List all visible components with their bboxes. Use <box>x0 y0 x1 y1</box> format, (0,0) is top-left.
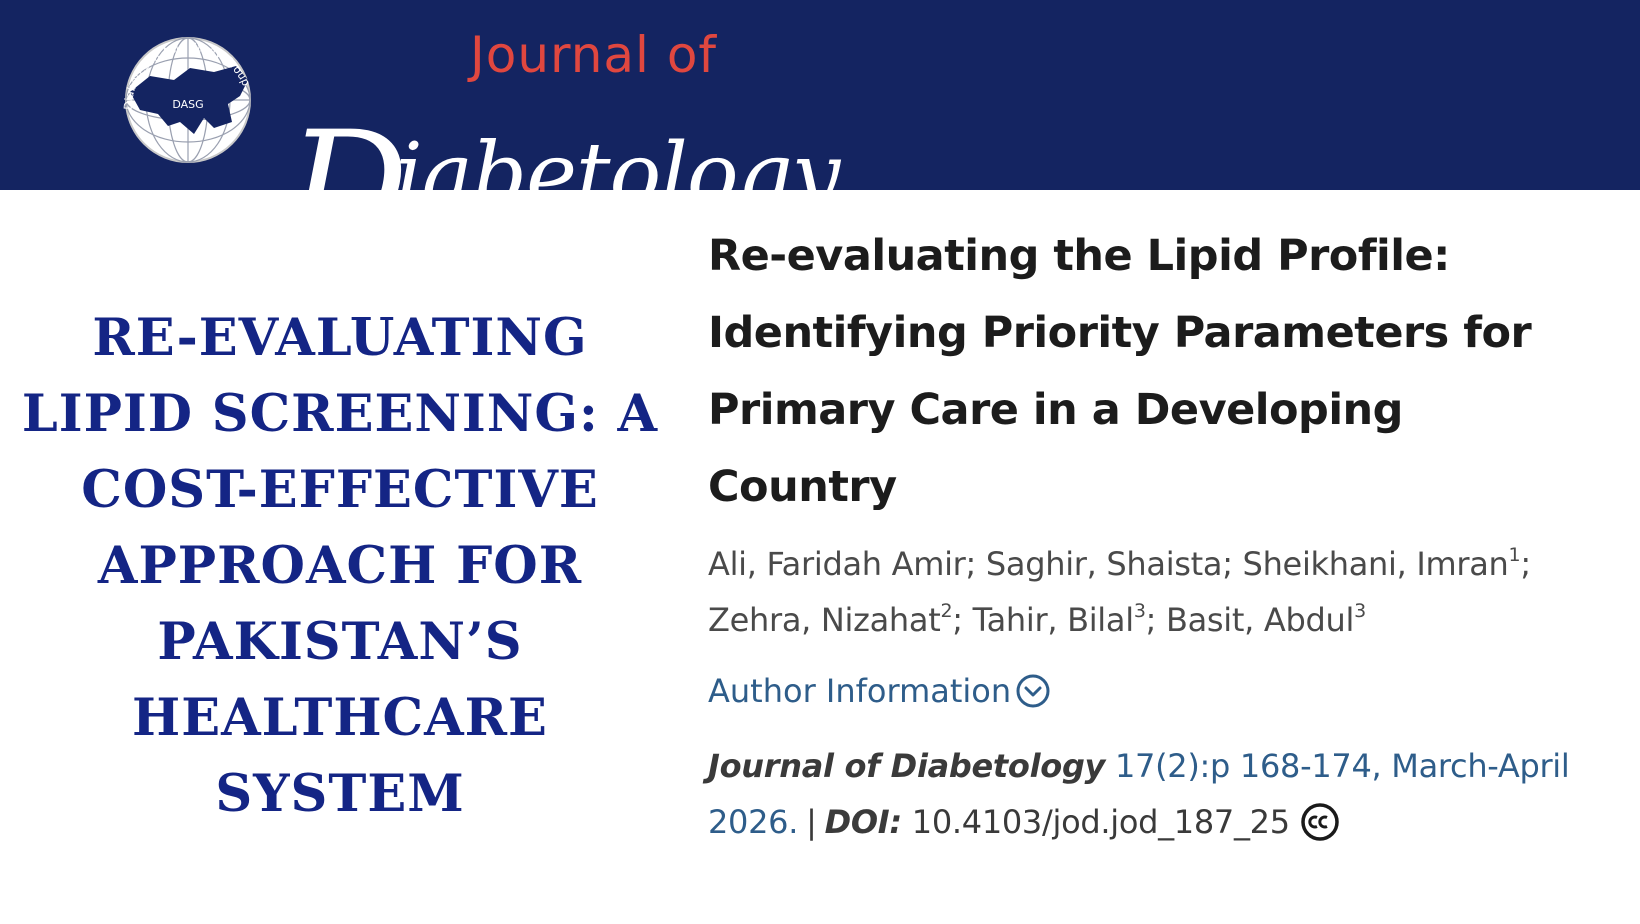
author-separator: ; <box>1520 545 1531 583</box>
citation-separator: | <box>806 803 817 841</box>
authors-line-2 <box>708 592 1608 648</box>
doi-label: DOI: <box>824 803 902 841</box>
headline-line: PAKISTAN’S <box>157 612 523 672</box>
headline-line: HEALTHCARE SYSTEM <box>132 688 548 824</box>
doi-value[interactable]: 10.4103/jod.jod_187_25 <box>901 803 1290 841</box>
author-name: Zehra, Nizahat <box>708 601 941 639</box>
citation-journal: Journal of Diabetology <box>708 747 1106 785</box>
author-name: ; Basit, Abdul <box>1145 601 1355 639</box>
creative-commons-icon <box>1300 802 1340 842</box>
headline-line: APPROACH FOR <box>97 536 583 596</box>
wordmark-rest: iabetology <box>395 125 840 225</box>
citation-volume-pages[interactable]: 17(2):p 168-174, March-April <box>1105 747 1570 785</box>
headline-line: RE-EVALUATING <box>92 308 588 368</box>
headline-line: LIPID SCREENING: A <box>21 384 659 444</box>
affiliation-marker: 1 <box>1508 544 1521 567</box>
author-name: ; Tahir, Bilal <box>952 601 1134 639</box>
citation-block <box>708 738 1608 850</box>
citation-year[interactable]: 2026. <box>708 803 799 841</box>
feature-headline <box>10 300 670 832</box>
wordmark-journal-of: Journal of <box>470 26 718 84</box>
citation-line-2 <box>708 794 1608 850</box>
logo-center-text: DASG <box>172 98 204 111</box>
dasg-globe-logo-icon <box>110 18 266 178</box>
title-line: Country <box>708 462 897 512</box>
headline-line: COST-EFFECTIVE <box>81 460 599 520</box>
wordmark-diabetology <box>288 66 840 274</box>
authors-line-1 <box>708 536 1608 592</box>
title-line: Primary Care in a Developing <box>708 385 1403 435</box>
affiliation-marker: 3 <box>1133 600 1146 623</box>
chevron-down-circle-icon <box>1015 673 1051 709</box>
citation-line-1 <box>708 738 1608 794</box>
article-title <box>708 218 1608 526</box>
affiliation-marker: 3 <box>1354 600 1366 623</box>
author-list <box>708 536 1608 648</box>
logo-ring-text: Diabetes in Asia Study Group <box>121 40 253 111</box>
affiliation-marker: 2 <box>940 600 953 623</box>
author-information-toggle[interactable] <box>708 672 1608 710</box>
title-line: Re-evaluating the Lipid Profile: <box>708 231 1450 281</box>
wordmark-initial: D <box>288 100 408 274</box>
author-information-label: Author Information <box>708 672 1012 710</box>
title-line: Identifying Priority Parameters for <box>708 308 1532 358</box>
article-header <box>708 218 1608 850</box>
author-names: Ali, Faridah Amir; Saghir, Shaista; Sheikhani, Imran <box>708 545 1509 583</box>
